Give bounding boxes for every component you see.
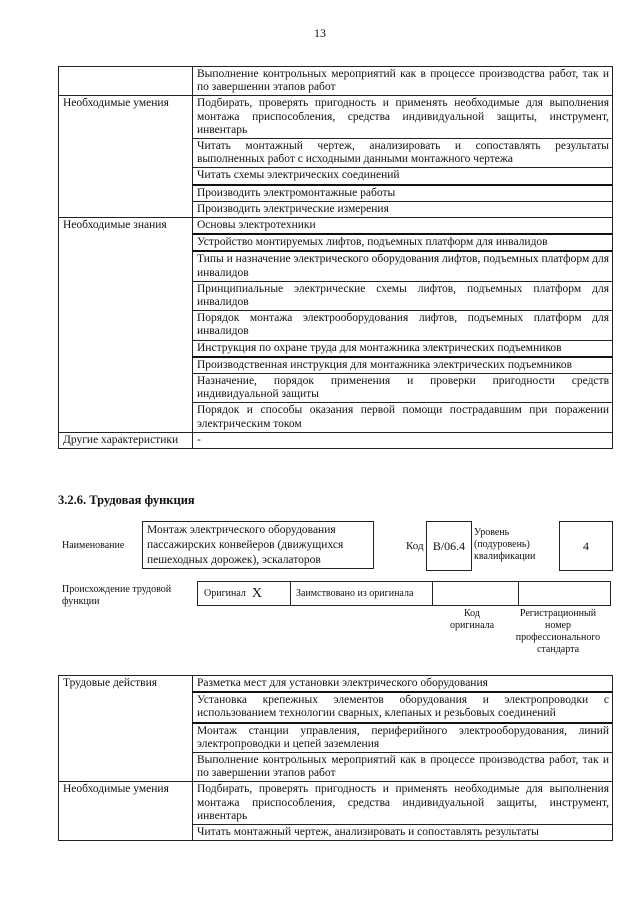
- table-cell-text: -: [193, 432, 613, 448]
- table-cell-text: Порядок и способы оказания первой помощи пострадавшим при поражении электрическим током: [193, 403, 613, 432]
- table-cell-text: Читать схемы электрических соединений: [193, 168, 613, 185]
- table-cell-text: Установка крепежных элементов оборудования и электропроводки с использованием технологии сварных, клепаных и резьбовых соединений: [193, 692, 613, 722]
- function-name-box: Монтаж электрического оборудования пассажирских конвейеров (движущихся пешеходных дорожек), эскалаторов: [142, 521, 374, 569]
- table-cell-text: Монтаж станции управления, периферийного электрооборудования, линий электропроводки и цепей заземления: [193, 723, 613, 753]
- origin-row: [197, 581, 611, 606]
- table-cell-text: Устройство монтируемых лифтов, подъемных платформ для инвалидов: [193, 234, 613, 251]
- table-cell-text: Производить электромонтажные работы: [193, 185, 613, 202]
- table-cell-text: Выполнение контрольных мероприятий как в процессе производства работ, так и по завершении этапов работ: [193, 753, 613, 782]
- table-cell-category: Необходимые умения: [59, 782, 193, 841]
- table-row: [59, 218, 613, 235]
- origin-reg-cell: [519, 581, 611, 606]
- table-cell-text: Выполнение контрольных мероприятий как в процессе производства работ, так и по завершении этапов работ: [193, 67, 613, 96]
- reg-number-caption: Регистрационный номер профессионального стандарта: [515, 608, 601, 655]
- table-cell-category: Трудовые действия: [59, 676, 193, 782]
- table-row: [59, 67, 613, 96]
- original-mark: X: [251, 585, 263, 601]
- table-cell-text: Инструкция по охране труда для монтажника электрических подъемников: [193, 340, 613, 357]
- table-cell-text: Подбирать, проверять пригодность и применять необходимые для выполнения монтажа приспособления, средства индивидуальной защиты, инструмент, инвентарь: [193, 96, 613, 139]
- table-cell-text: Порядок монтажа электрооборудования лифтов, подъемных платформ для инвалидов: [193, 311, 613, 340]
- table-cell-text: Производить электрические измерения: [193, 201, 613, 217]
- table-cell-category: [59, 67, 193, 96]
- table-cell-text: Назначение, порядок применения и проверки пригодности средств индивидуальной защиты: [193, 374, 613, 403]
- table-cell-text: Подбирать, проверять пригодность и применять необходимые для выполнения монтажа приспособления, средства индивидуальной защиты, инструмент, инвентарь: [193, 782, 613, 825]
- table-cell-text: Основы электротехники: [193, 218, 613, 235]
- competency-table-top: [58, 66, 613, 449]
- level-label: Уровень (подуровень) квалификации: [474, 527, 536, 562]
- table-cell-text: Принципиальные электрические схемы лифтов, подъемных платформ для инвалидов: [193, 281, 613, 310]
- table-cell-text: Разметка мест для установки электрического оборудования: [193, 676, 613, 693]
- origin-original-cell: [197, 581, 291, 606]
- table-cell-text: Читать монтажный чертеж, анализировать и сопоставлять результаты выполненных работ с исходными данными монтажного чертежа: [193, 139, 613, 168]
- table-row: [59, 432, 613, 448]
- origin-borrowed-cell: Заимствовано из оригинала: [291, 581, 433, 606]
- origin-code-cell: [433, 581, 519, 606]
- section-title: 3.2.6. Трудовая функция: [58, 493, 195, 507]
- code-original-caption: Код оригинала: [449, 608, 495, 631]
- level-box: 4: [559, 521, 613, 571]
- function-code-box: В/06.4: [426, 521, 472, 571]
- table-cell-text: Типы и назначение электрического оборудования лифтов, подъемных платформ для инвалидов: [193, 251, 613, 281]
- table-cell-category: Другие характеристики: [59, 432, 193, 448]
- competency-table-bottom: [58, 675, 613, 841]
- name-label: Наименование: [62, 540, 125, 551]
- table-cell-category: Необходимые умения: [59, 96, 193, 218]
- code-label: Код: [406, 540, 424, 552]
- table-row: [59, 96, 613, 139]
- table-row: [59, 676, 613, 693]
- table-row: [59, 782, 613, 825]
- table-cell-text: Читать монтажный чертеж, анализировать и сопоставлять результаты: [193, 825, 613, 841]
- table-cell-text: Производственная инструкция для монтажника электрических подъемников: [193, 357, 613, 374]
- origin-label: Происхождение трудовой функции: [62, 584, 172, 607]
- table-cell-category: Необходимые знания: [59, 218, 193, 433]
- original-label: Оригинал: [204, 588, 246, 599]
- page-number: 13: [314, 26, 326, 40]
